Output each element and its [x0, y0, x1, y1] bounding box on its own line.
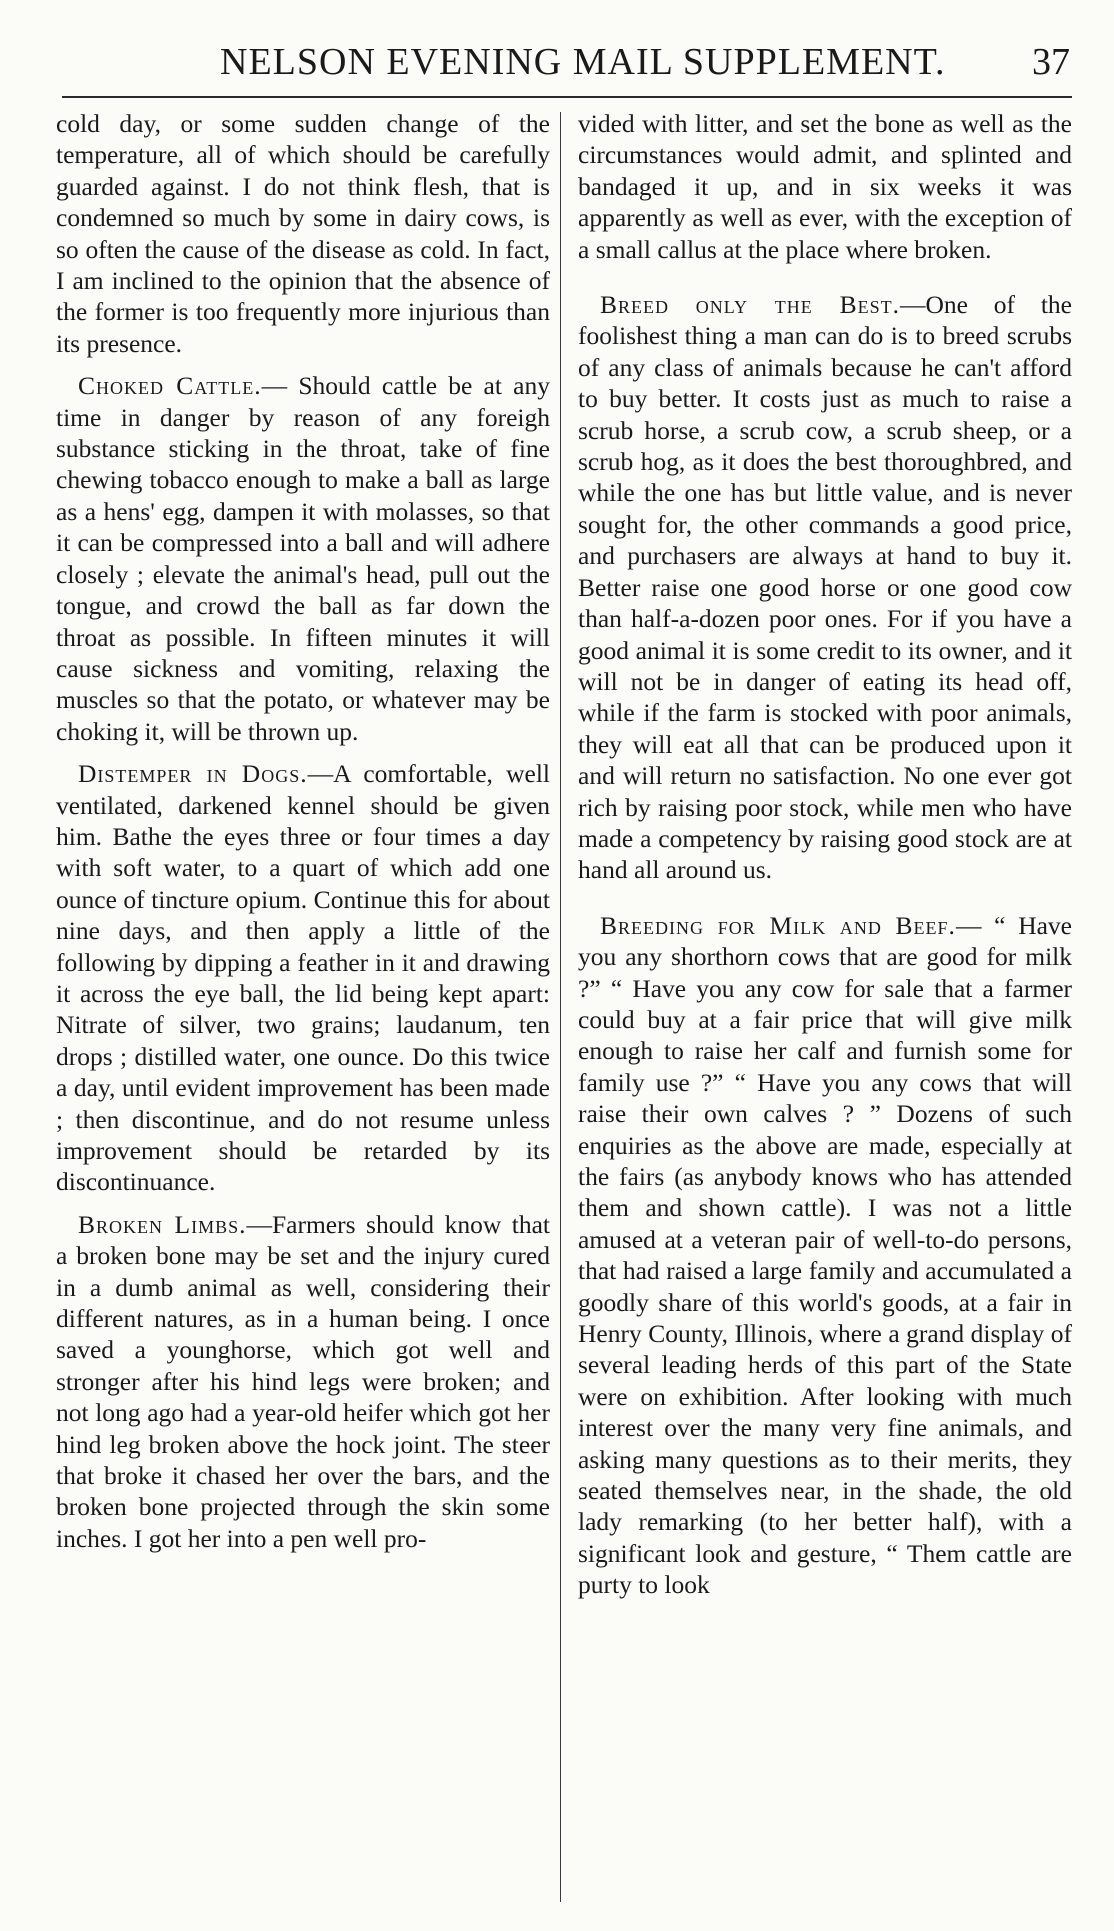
right-column: [578, 108, 1072, 1601]
page-header: [0, 40, 1114, 92]
section-text: —Farmers should know that a broken bone may be set and the injury cured in a dumb animal as well, considering their different natures, as in a human being. I once saved a younghorse, which got well and stronger after his hind legs were broken; and not long ago had a year-old heifer which got her hind leg broken above the hock joint. The steer that broke it chased her over the bars, and the broken bone projected through the skin some inches. I got her into a pen well pro-: [56, 1209, 550, 1553]
section-heading: Breeding for Milk and Beef.: [600, 910, 956, 940]
section-heading: Broken Limbs.: [78, 1209, 247, 1239]
newspaper-title: NELSON EVENING MAIL SUPPLEMENT.: [220, 41, 946, 83]
article-paragraph: cold day, or some sudden change of the temperature, all of which should be carefully guarded against. I do not think flesh, that is condemned so much by some in dairy cows, is so often the cause of the disease as cold. In fact, I am inclined to the opinion that the absence of the former is too frequently more injurious than its presence.: [56, 109, 550, 358]
article-distemper-in-dogs: [56, 758, 550, 1198]
section-heading: Choked Cattle.: [78, 371, 262, 401]
page-number: 37: [1032, 41, 1070, 83]
section-text: —A comfortable, well ventilated, darkened kennel should be given him. Bathe the eyes three or four times a day with soft water, to a quart of which add one ounce of tincture opium. Continue this for about nine days, and then apply a little of the following by dipping a feather in it and drawing it across the eye ball, the lid being kept apart: Nitrate of silver, two grains; laudanum, ten drops ; distilled water, one ounce. Do this twice a day, until evident improvement has been made ; then discontinue, and do not resume unless improvement should be retarded by its discontinuance.: [56, 759, 550, 1197]
column-divider: [560, 112, 561, 1902]
section-text: — “ Have you any shorthorn cows that are good for milk ?” “ Have you any cow for sale that a farmer could buy at a fair price that will give milk enough to raise her calf and furnish some for family use ?” “ Have you any cows that will raise their own calves ? ” Dozens of such enquiries as the above are made, especially at the fairs (as anybody knows who has attended them and shown cattle). I was not a little amused at a veteran pair of well-to-do persons, that had raised a large family and accumulated a goodly share of this world's goods, at a fair in Henry County, Illinois, where a grand display of several leading herds of this part of the State were on exhibition. After looking with much interest over the many very fine animals, and asking many questions as to their merits, they seated themselves near, in the shade, the old lady remarking (to her better half), with a significant look and gesture, “ Them cattle are purty to look: [578, 910, 1072, 1600]
header-rule: [62, 96, 1072, 98]
section-heading: Breed only the Best.: [600, 290, 900, 320]
section-text: — Should cattle be at any time in danger by reason of any foreigh substance sticking in the throat, take of fine chewing tobacco enough to make a ball as large as a hens' egg, dampen it with molasses, so that it can be compressed into a ball and will adhere closely ; elevate the animal's head, pull out the tongue, and crowd the ball as far down the throat as possible. In fifteen minutes it will cause sickness and vomiting, relaxing the muscles so that the potato, or whatever may be choking it, will be thrown up.: [56, 371, 550, 746]
section-heading: Distemper in Dogs.: [78, 759, 308, 789]
left-column: [56, 108, 550, 1554]
article-breeding-for-milk-and-beef: [578, 910, 1072, 1601]
article-breed-only-the-best: [578, 289, 1072, 886]
article-paragraph: vided with litter, and set the bone as well as the circumstances would admit, and splinted and bandaged it up, and in six weeks it was apparently as well as ever, with the exception of a small callus at the place where broken.: [578, 109, 1072, 264]
article-broken-limbs: [56, 1209, 550, 1554]
article-choked-cattle: [56, 370, 550, 747]
section-text: —One of the foolishest thing a man can do is to breed scrubs of any class of animals because he can't afford to buy better. It costs just as much to raise a scrub horse, a scrub cow, a scrub sheep, or a scrub hog, as it does the best thoroughbred, and while the one has but little value, and is never sought for, the other commands a good price, and purchasers are always at hand to buy it. Better raise one good horse or one good cow than half-a-dozen poor ones. For if you have a good animal it is some credit to its owner, and it will not be in danger of eating its head off, while if the farm is stocked with poor animals, they will eat all that can be produced upon it and will return no satisfaction. No one ever got rich by raising poor stock, while men who have made a competency by raising good stock are at hand all around us.: [578, 290, 1072, 885]
